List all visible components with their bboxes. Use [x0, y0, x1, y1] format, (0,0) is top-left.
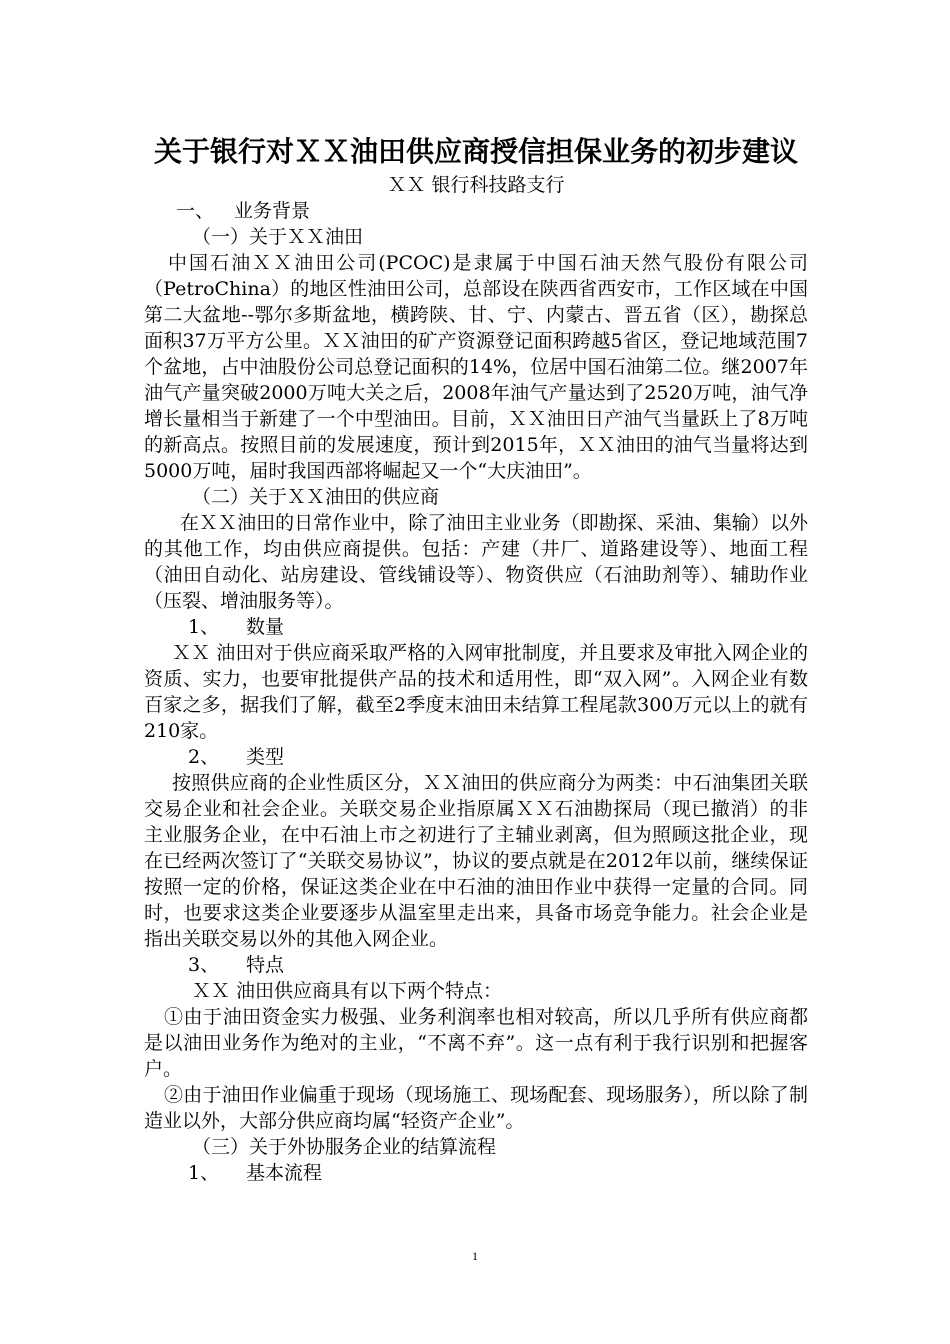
- subsection-heading-suppliers: （二）关于ＸＸ油田的供应商: [192, 486, 440, 508]
- item-heading-features: [144, 952, 808, 978]
- paragraph-quantity: ＸＸ 油田对于供应商采取严格的入网审批制度，并且要求及审批入网企业的资质、实力，也要审批提供产品的技术和适用性，即“双入网”。入网企业有数百家之多，据我们了解，截至2季度末油田未结算工程尾款300万元以上的就有210家。: [144, 642, 808, 742]
- subsection-heading-oilfield: （一）关于ＸＸ油田: [192, 226, 364, 248]
- item-title: 特点: [246, 954, 285, 976]
- item-title: 类型: [246, 746, 285, 768]
- section-heading-background: [144, 198, 808, 224]
- paragraph-feature-1: ①由于油田资金实力极强、业务利润率也相对较高，所以几乎所有供应商都是以油田业务作为绝对的主业，“不离不弃”。这一点有利于我行识别和把握客户。: [144, 1006, 808, 1080]
- document-body: [144, 132, 808, 1186]
- item-heading-type: [144, 744, 808, 770]
- section-title: 业务背景: [234, 200, 311, 222]
- subsection-heading-settlement: （三）关于外协服务企业的结算流程: [192, 1136, 497, 1158]
- document-author: ＸＸ 银行科技路支行: [387, 174, 565, 196]
- paragraph-type: 按照供应商的企业性质区分，ＸＸ油田的供应商分为两类：中石油集团关联交易企业和社会企业。关联交易企业指原属ＸＸ石油勘探局（现已撤消）的非主业服务企业，在中石油上市之初进行了主辅业剥离，但为照顾这批企业，现在已经两次签订了“关联交易协议”，协议的要点就是在2012年以前，继续保证按照一定的价格，保证这类企业在中石油的油田作业中获得一定量的合同。同时，也要求这类企业要逐步从温室里走出来，具备市场竞争能力。社会企业是指出关联交易以外的其他入网企业。: [144, 772, 808, 950]
- section-number: 一、: [176, 200, 215, 222]
- paragraph-suppliers: 在ＸＸ油田的日常作业中，除了油田主业业务（即勘探、采油、集输）以外的其他工作，均由供应商提供。包括：产建（井厂、道路建设等）、地面工程（油田自动化、站房建设、管线铺设等）、物资供应（石油助剂等）、辅助作业（压裂、增油服务等）。: [144, 512, 808, 612]
- item-heading-quantity: [144, 614, 808, 640]
- item-title: 数量: [246, 616, 285, 638]
- paragraph-features-intro: ＸＸ 油田供应商具有以下两个特点：: [192, 980, 503, 1002]
- page-number: 1: [472, 1249, 478, 1263]
- item-title: 基本流程: [246, 1162, 323, 1184]
- document-title: 关于银行对ＸＸ油田供应商授信担保业务的初步建议: [153, 135, 798, 168]
- item-number: 1、: [188, 616, 220, 638]
- item-number: 3、: [188, 954, 220, 976]
- item-heading-basic-flow: [144, 1160, 808, 1186]
- paragraph-feature-2: ②由于油田作业偏重于现场（现场施工、现场配套、现场服务），所以除了制造业以外，大部分供应商均属“轻资产企业”。: [144, 1084, 808, 1132]
- paragraph-oilfield: 中国石油ＸＸ油田公司(PCOC)是隶属于中国石油天然气股份有限公司（PetroChina）的地区性油田公司，总部设在陕西省西安市，工作区域在中国第二大盆地--鄂尔多斯盆地，横跨陕、甘、宁、内蒙古、晋五省（区），勘探总面积37万平方公里。ＸＸ油田的矿产资源登记面积跨越5省区，登记地域范围7个盆地，占中油股份公司总登记面积的14%，位居中国石油第二位。继2007年油气产量突破2000万吨大关之后，2008年油气产量达到了2520万吨，油气净增长量相当于新建了一个中型油田。目前，ＸＸ油田日产油气当量跃上了8万吨的新高点。按照目前的发展速度，预计到2015年，ＸＸ油田的油气当量将达到5000万吨，届时我国西部将崛起又一个“大庆油田”。: [144, 252, 808, 482]
- item-number: 2、: [188, 746, 220, 768]
- item-number: 1、: [188, 1162, 220, 1184]
